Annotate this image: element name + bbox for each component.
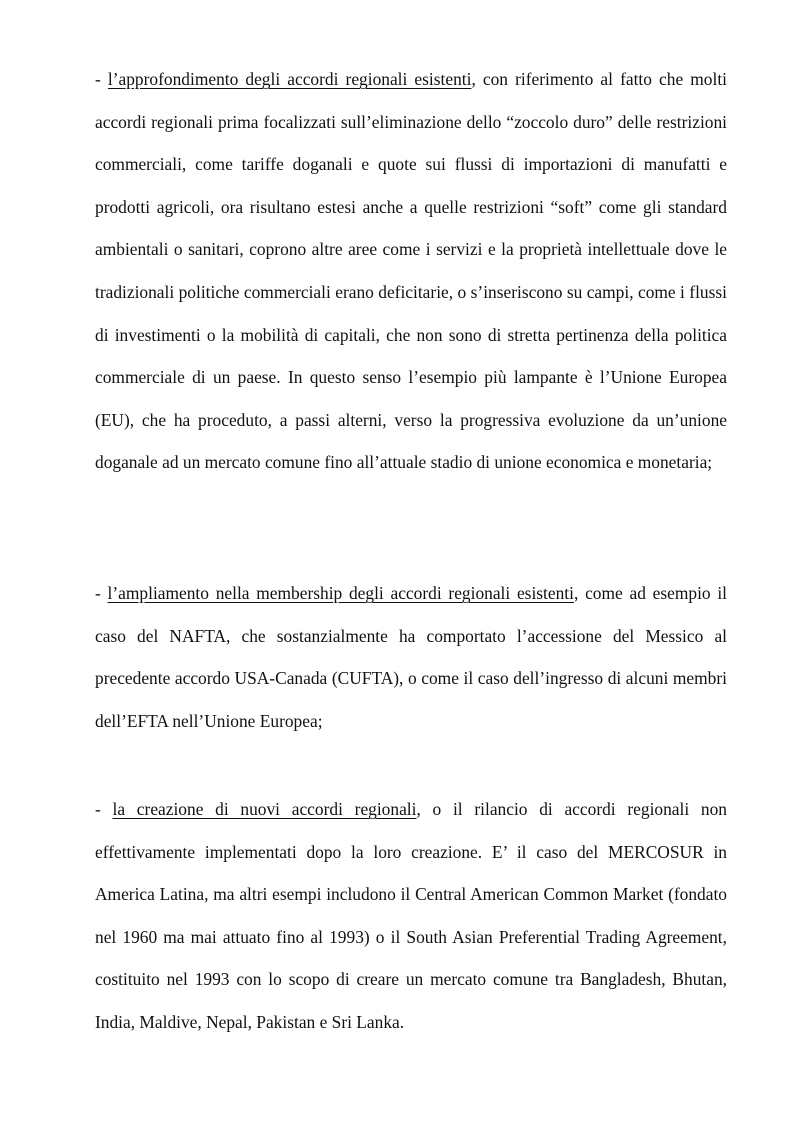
paragraph-body-membership: , come ad esempio il caso del NAFTA, che sostanzialmente ha comportato l’accessione del Messico al precedente accordo USA-Canada (CUFTA), o come il caso dell’ingresso di alcuni membri dell’EFTA nell’Unione Europea; — [95, 583, 728, 731]
paragraph-body-new-agreements: , o il rilancio di accordi regionali non effettivamente implementati dopo la loro creazione. E’ il caso del MERCOSUR in America Latina, ma altri esempi includono il Central American Common Market (fondato nel 1960 ma mai attuato fino al 1993) o il South Asian Preferential Trading Agreement, costituito nel 1993 con lo scopo di creare un mercato comune tra Bangladesh, Bhutan, India, Maldive, Nepal, Pakistan e Sri Lanka. — [95, 799, 727, 1032]
paragraph-new-agreements — [95, 788, 727, 1044]
list-dash: - — [95, 69, 108, 89]
list-dash: - — [95, 583, 108, 603]
paragraph-regional-deepening — [95, 58, 727, 484]
underlined-heading-deepening: l’approfondimento degli accordi regionali esistenti — [107, 69, 472, 89]
paragraph-membership-expansion — [95, 572, 727, 742]
paragraph-body-deepening: , con riferimento al fatto che molti accordi regionali prima focalizzati sull’eliminazione dello “zoccolo duro” delle restrizioni commerciali, come tariffe doganali e quote sui flussi di importazioni di manufatti e prodotti agricoli, ora risultano estesi anche a quelle restrizioni “soft” come gli standard ambientali o sanitari, coprono altre aree come i servizi e la proprietà intellettuale dove le tradizionali politiche commerciali erano deficitarie, o s’inseriscono su campi, come i flussi di investimenti o la mobilità di capitali, che non sono di stretta pertinenza della politica commerciale di un paese. In questo senso l’esempio più lampante è l’Unione Europea (EU), che ha proceduto, a passi alterni, verso la progressiva evoluzione da un’unione doganale ad un mercato comune fino all’attuale stadio di unione economica e monetaria; — [95, 69, 727, 473]
list-dash: - — [95, 799, 113, 819]
underlined-heading-new-agreements: la creazione di nuovi accordi regionali — [112, 799, 417, 819]
underlined-heading-membership: l’ampliamento nella membership degli accordi regionali esistenti — [107, 583, 574, 603]
